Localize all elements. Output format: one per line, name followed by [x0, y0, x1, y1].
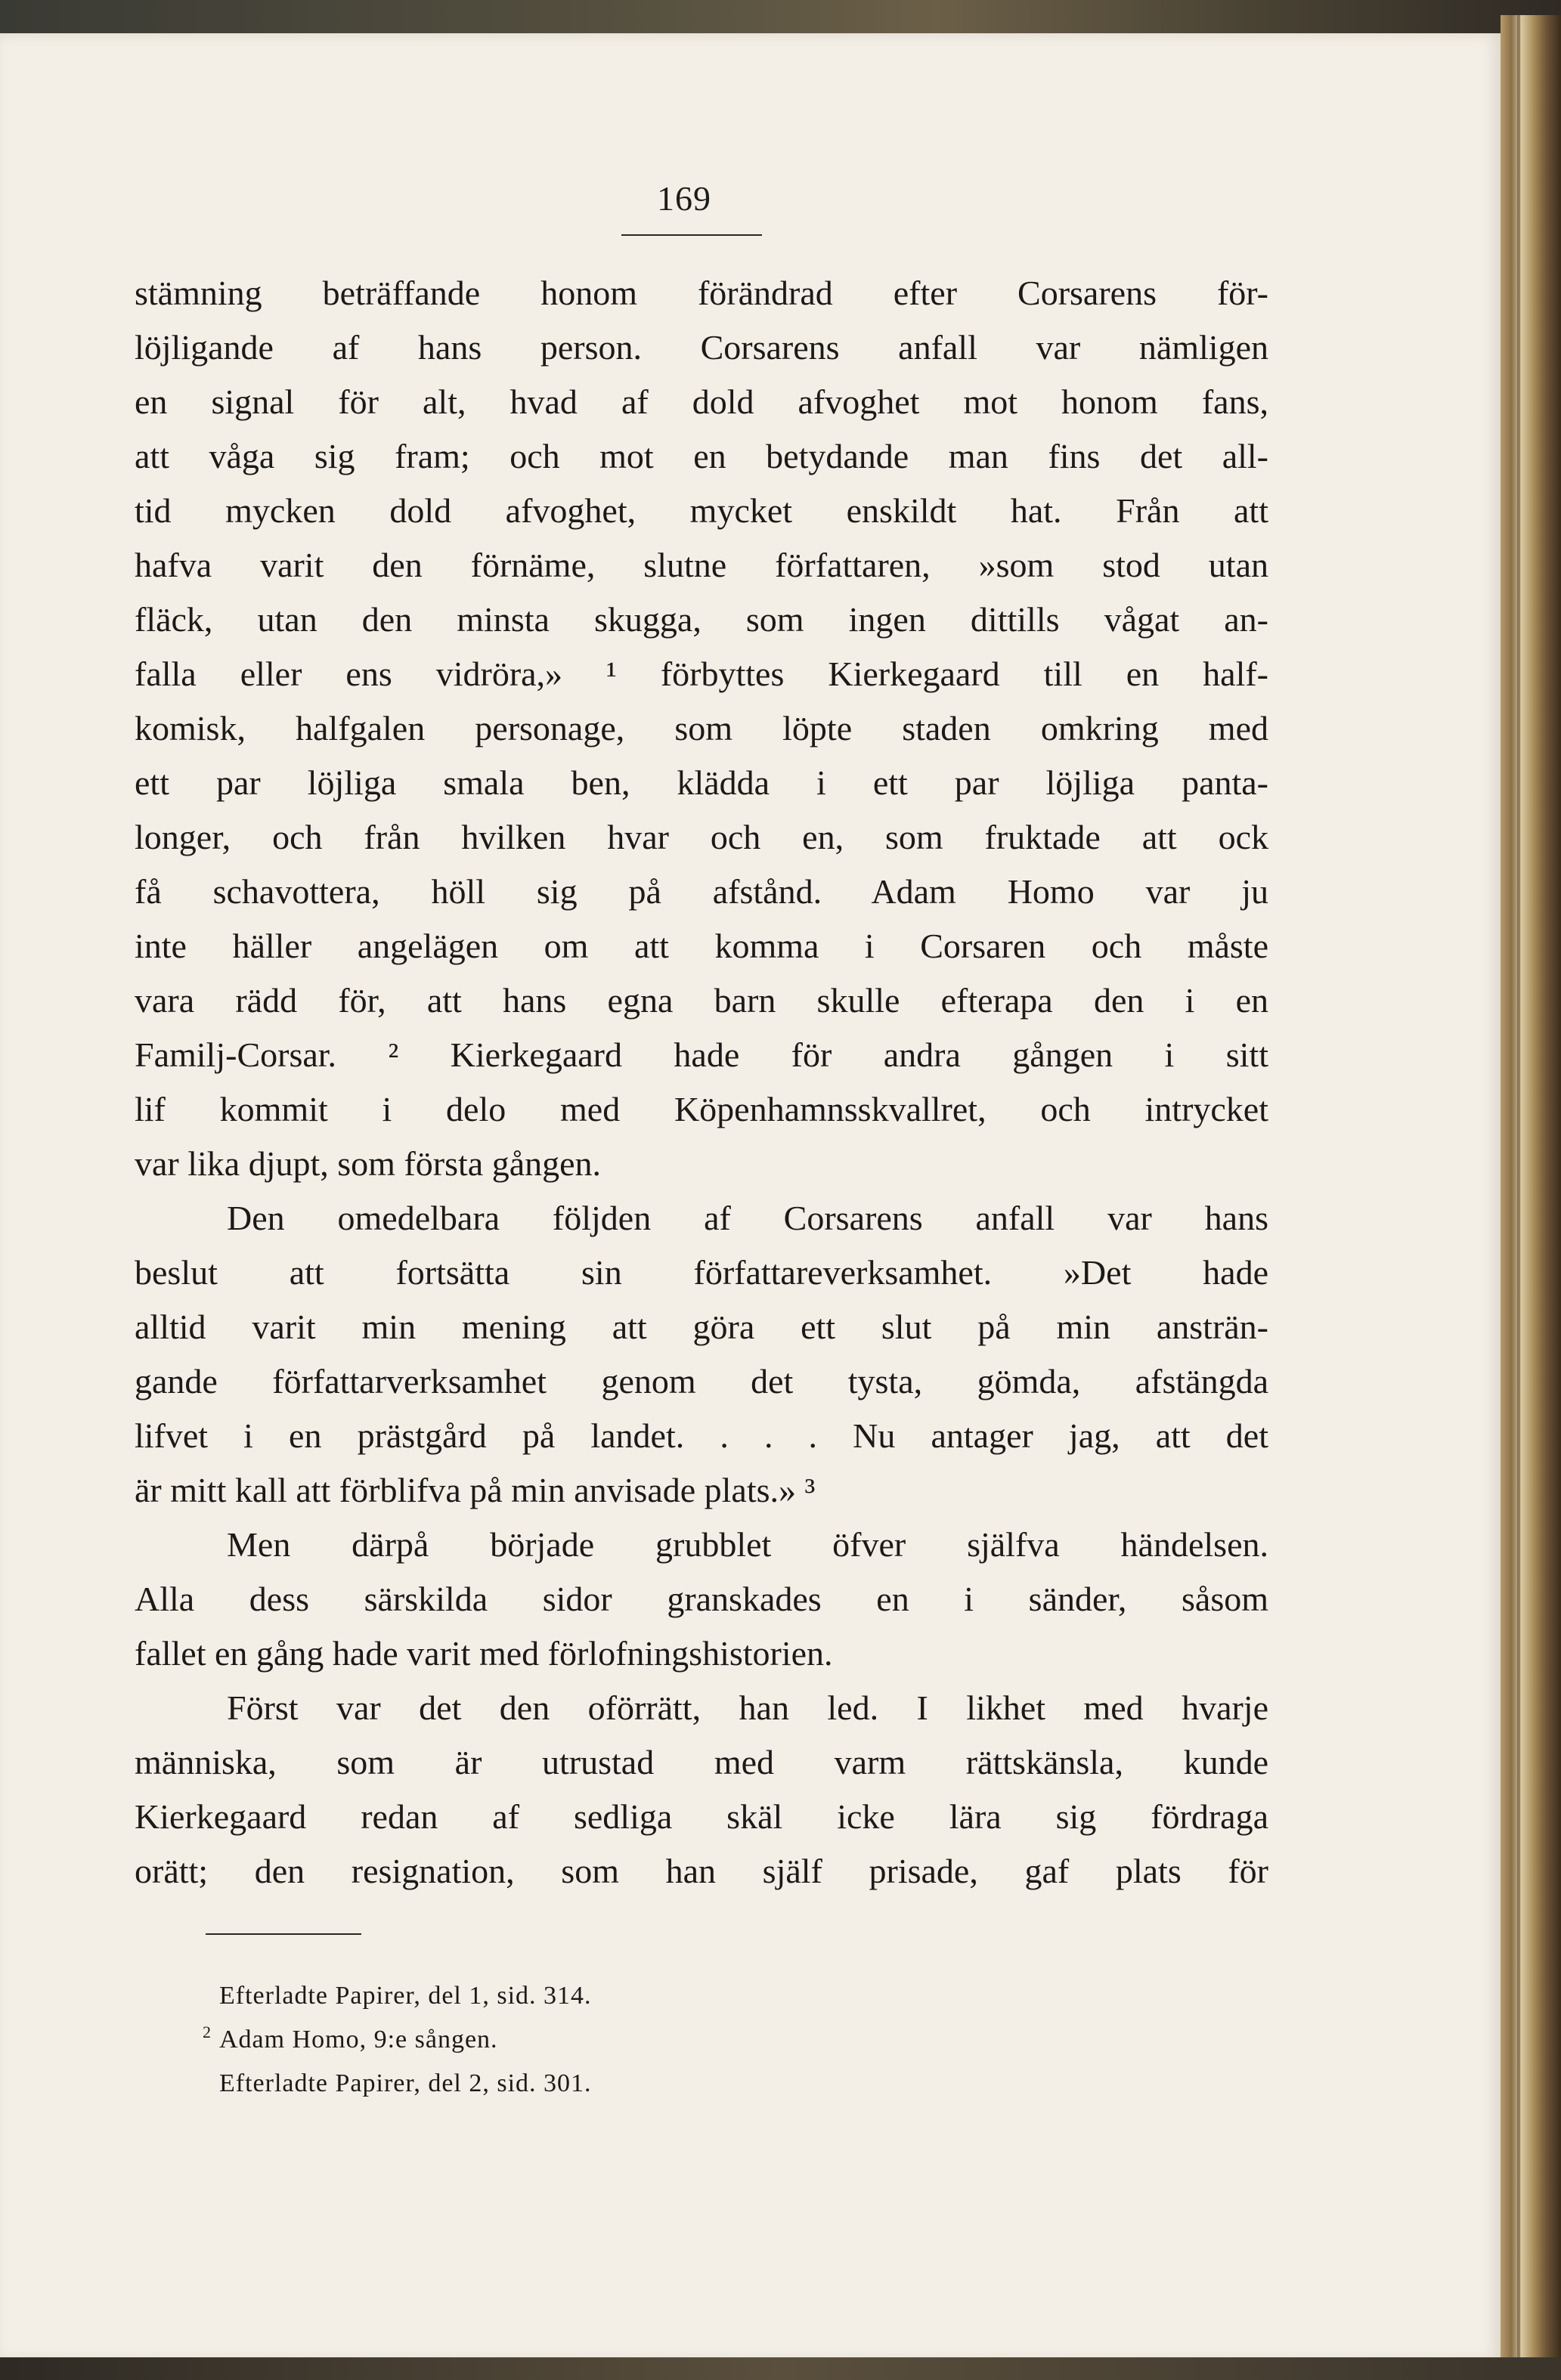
footnote-rule [206, 1933, 361, 1935]
text-line: Familj-Corsar. ² Kierkegaard hade för andra gången i sitt [135, 1035, 1268, 1074]
scan-border-bottom [0, 2357, 1561, 2380]
text-line: beslut att fortsätta sin författareverksamhet. »Det hade [135, 1253, 1268, 1292]
text-line: att våga sig fram; och mot en betydande man fins det all- [135, 437, 1268, 475]
book-spine-edge [1501, 15, 1561, 2366]
text-line: få schavottera, höll sig på afstånd. Adam Homo var ju [135, 872, 1268, 911]
text-line: människa, som är utrustad med varm rättskänsla, kunde [135, 1743, 1268, 1781]
text-line: ett par löjliga smala ben, klädda i ett par löjliga panta- [135, 763, 1268, 802]
page-number-rule [621, 234, 762, 236]
text-line: hafva varit den förnäme, slutne författaren, »som stod utan [135, 546, 1268, 584]
footnote [219, 2062, 900, 2106]
text-line: en signal för alt, hvad af dold afvoghet mot honom fans, [135, 382, 1268, 421]
scan-border-top [0, 0, 1561, 36]
footnote-text: Adam Homo, 9:e sången. [219, 2026, 498, 2053]
page-number: 169 [657, 179, 711, 218]
text-line: longer, och från hvilken hvar och en, som fruktade att ock [135, 818, 1268, 856]
footnote-text: Efterladte Papirer, del 1, sid. 314. [219, 1982, 592, 2010]
text-line: Den omedelbara följden af Corsarens anfall var hans [227, 1199, 1268, 1237]
text-line: tid mycken dold afvoghet, mycket enskildt hat. Från att [135, 491, 1268, 530]
text-line: löjligande af hans person. Corsarens anfall var nämligen [135, 328, 1268, 367]
text-line: alltid varit min mening att göra ett slut på min ansträn- [135, 1308, 1268, 1346]
text-line: orätt; den resignation, som han själf prisade, gaf plats för [135, 1852, 1268, 1890]
text-line: Alla dess särskilda sidor granskades en i sänder, såsom [135, 1580, 1268, 1618]
text-line: fallet en gång hade varit med förlofningshistorien. [135, 1634, 833, 1673]
footnote [219, 1974, 900, 2018]
text-line: Kierkegaard redan af sedliga skäl icke lära sig fördraga [135, 1797, 1268, 1836]
footnote [203, 2018, 900, 2062]
text-line: gande författarverksamhet genom det tysta, gömda, afstängda [135, 1362, 1268, 1400]
footnote-text: Efterladte Papirer, del 2, sid. 301. [219, 2069, 592, 2097]
text-line: var lika djupt, som första gången. [135, 1144, 602, 1183]
text-line: Men därpå började grubblet öfver själfva händelsen. [227, 1525, 1268, 1564]
footnote-mark: 2 [203, 2023, 212, 2041]
text-line: fläck, utan den minsta skugga, som ingen dittills vågat an- [135, 600, 1268, 639]
text-line: lifvet i en prästgård på landet. . . . Nu antager jag, att det [135, 1416, 1268, 1455]
text-line: är mitt kall att förblifva på min anvisade plats.» ³ [135, 1471, 816, 1509]
text-line: falla eller ens vidröra,» ¹ förbyttes Kierkegaard till en half- [135, 655, 1268, 693]
body-text [135, 266, 1268, 1899]
text-line: inte häller angelägen om att komma i Corsaren och måste [135, 927, 1268, 965]
text-line: Först var det den oförrätt, han led. I likhet med hvarje [227, 1688, 1268, 1727]
text-line: komisk, halfgalen personage, som löpte staden omkring med [135, 709, 1268, 747]
text-line: vara rädd för, att hans egna barn skulle efterapa den i en [135, 981, 1268, 1020]
text-line: lif kommit i delo med Köpenhamnsskvallret, och intrycket [135, 1090, 1268, 1128]
text-line: stämning beträffande honom förändrad efter Corsarens för- [135, 274, 1268, 312]
footnotes [203, 1974, 900, 2106]
